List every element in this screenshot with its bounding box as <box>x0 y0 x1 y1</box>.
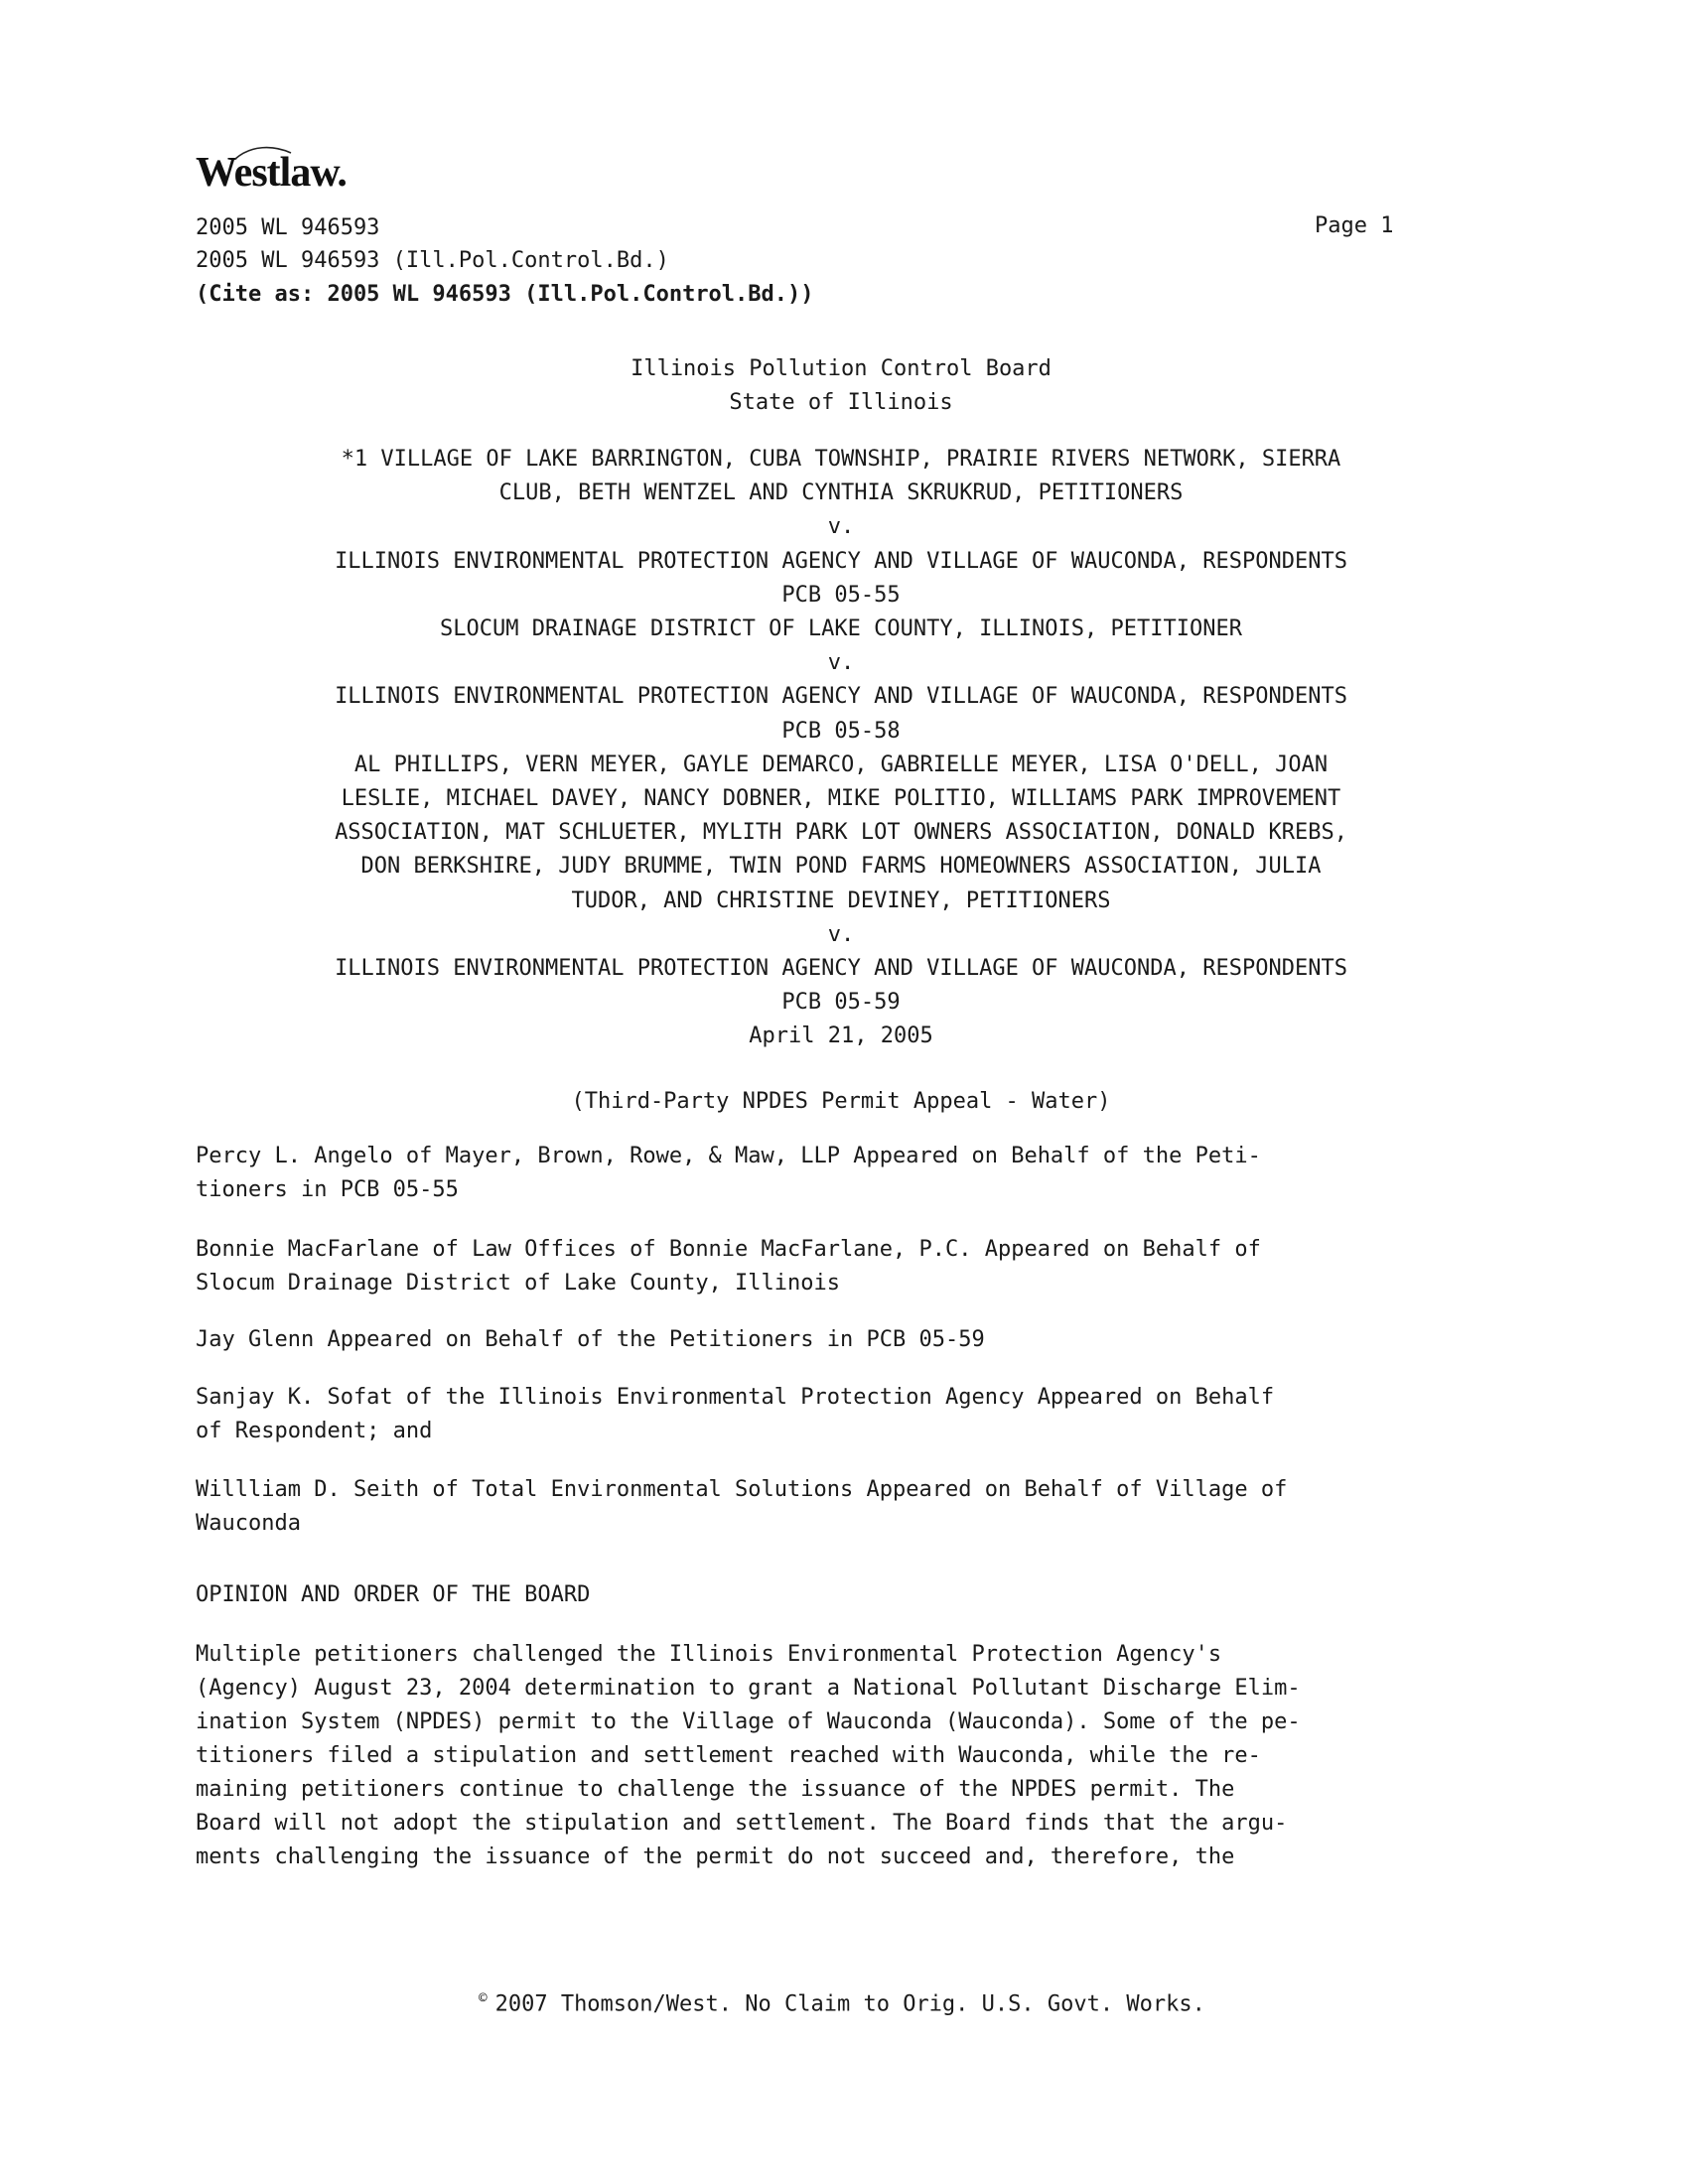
opinion-line: (Agency) August 23, 2004 determination to grant a National Pollutant Discharge Elim- <box>196 1676 1301 1701</box>
citation-line-1: 2005 WL 946593 <box>196 215 380 240</box>
opinion-line: maining petitioners continue to challenge the issuance of the NPDES permit. The <box>196 1777 1235 1802</box>
opinion-line: ments challenging the issuance of the permit do not succeed and, therefore, the <box>196 1844 1235 1869</box>
copyright-symbol: © <box>479 1990 488 2006</box>
caption-line: TUDOR, AND CHRISTINE DEVINEY, PETITIONERS <box>571 887 1111 913</box>
copyright-text: 2007 Thomson/West. No Claim to Orig. U.S. Govt. Works. <box>494 1991 1205 2017</box>
caption-line: CLUB, BETH WENTZEL AND CYNTHIA SKRUKRUD, PETITIONERS <box>498 480 1184 506</box>
caption-line: DON BERKSHIRE, JUDY BRUMME, TWIN POND FARMS HOMEOWNERS ASSOCIATION, JULIA <box>360 854 1322 880</box>
caption-line: ILLINOIS ENVIRONMENTAL PROTECTION AGENCY AND VILLAGE OF WAUCONDA, RESPONDENTS <box>335 684 1347 710</box>
caption-line: *1 VILLAGE OF LAKE BARRINGTON, CUBA TOWNSHIP, PRAIRIE RIVERS NETWORK, SIERRA <box>341 447 1341 472</box>
opinion-body <box>196 1638 1506 1874</box>
cite-as-line: (Cite as: 2005 WL 946593 (Ill.Pol.Control.Bd.)) <box>196 282 814 307</box>
appearance-line: Wauconda <box>196 1511 301 1536</box>
appearance-entry <box>196 1323 1506 1357</box>
caption-line: ASSOCIATION, MAT SCHLUETER, MYLITH PARK LOT OWNERS ASSOCIATION, DONALD KREBS, <box>335 820 1347 846</box>
caption-line: ILLINOIS ENVIRONMENTAL PROTECTION AGENCY AND VILLAGE OF WAUCONDA, RESPONDENTS <box>335 548 1347 574</box>
caption-line: LESLIE, MICHAEL DAVEY, NANCY DOBNER, MIKE POLITIO, WILLIAMS PARK IMPROVEMENT <box>341 786 1341 812</box>
appearance-line: Bonnie MacFarlane of Law Offices of Bonnie MacFarlane, P.C. Appeared on Behalf of <box>196 1237 1261 1262</box>
appearance-line: Percy L. Angelo of Mayer, Brown, Rowe, & Maw, LLP Appeared on Behalf of the Peti- <box>196 1144 1261 1168</box>
appearance-line: Willliam D. Seith of Total Environmental Solutions Appeared on Behalf of Village of <box>196 1477 1288 1502</box>
appearance-line: of Respondent; and <box>196 1419 433 1443</box>
citation-line-2: 2005 WL 946593 (Ill.Pol.Control.Bd.) <box>196 248 669 273</box>
caption-line: April 21, 2005 <box>749 1024 933 1049</box>
case-subtitle: (Third-Party NPDES Permit Appeal - Water) <box>571 1089 1111 1114</box>
appearance-entry <box>196 1233 1506 1300</box>
opinion-line: Board will not adopt the stipulation and settlement. The Board finds that the argu- <box>196 1811 1288 1836</box>
appearance-entry <box>196 1140 1506 1207</box>
caption-line: SLOCUM DRAINAGE DISTRICT OF LAKE COUNTY, ILLINOIS, PETITIONER <box>440 616 1242 642</box>
westlaw-logo <box>196 149 347 197</box>
caption-line: v. <box>827 514 855 540</box>
caption-line: ILLINOIS ENVIRONMENTAL PROTECTION AGENCY AND VILLAGE OF WAUCONDA, RESPONDENTS <box>335 956 1347 982</box>
court-name: Illinois Pollution Control Board <box>631 356 1052 381</box>
caption-line: PCB 05-55 <box>781 582 901 608</box>
caption-line: PCB 05-59 <box>781 990 901 1016</box>
opinion-line: titioners filed a stipulation and settlement reached with Wauconda, while the re- <box>196 1743 1261 1768</box>
appearance-line: Jay Glenn Appeared on Behalf of the Petitioners in PCB 05-59 <box>196 1327 985 1352</box>
appearance-entry <box>196 1473 1506 1541</box>
opinion-heading: OPINION AND ORDER OF THE BOARD <box>196 1582 591 1607</box>
appearance-entry <box>196 1381 1506 1448</box>
logo-text: Westlaw. <box>196 150 347 196</box>
appearance-line: Sanjay K. Sofat of the Illinois Environmental Protection Agency Appeared on Behalf <box>196 1385 1275 1410</box>
opinion-line: ination System (NPDES) permit to the Village of Wauconda (Wauconda). Some of the pe- <box>196 1709 1301 1734</box>
appearance-line: tioners in PCB 05-55 <box>196 1177 459 1202</box>
logo-swoosh-icon <box>233 143 293 163</box>
caption-line: v. <box>827 650 855 676</box>
caption-line: AL PHILLIPS, VERN MEYER, GAYLE DEMARCO, GABRIELLE MEYER, LISA O'DELL, JOAN <box>353 751 1329 777</box>
caption-line: v. <box>827 921 855 947</box>
court-state: State of Illinois <box>729 390 953 416</box>
case-caption <box>196 443 1486 1054</box>
page-number: Page 1 <box>1315 213 1394 238</box>
opinion-line: Multiple petitioners challenged the Illinois Environmental Protection Agency's <box>196 1642 1222 1667</box>
court-heading <box>196 352 1486 420</box>
caption-line: PCB 05-58 <box>781 718 901 744</box>
appearance-line: Slocum Drainage District of Lake County, Illinois <box>196 1271 841 1296</box>
copyright-footer <box>0 1990 1684 2016</box>
